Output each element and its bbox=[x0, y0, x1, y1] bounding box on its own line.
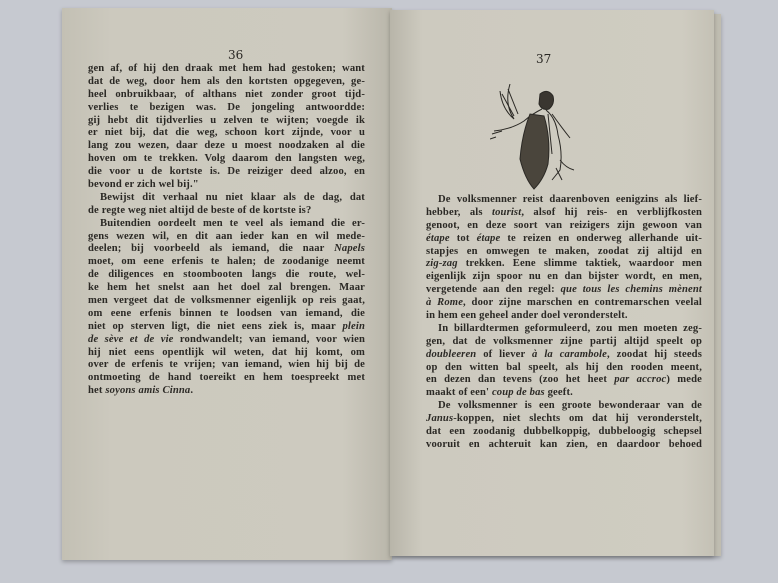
text-line bbox=[426, 323, 702, 336]
text-segment: vergetende aan den regel: bbox=[426, 284, 561, 296]
text-line bbox=[88, 359, 365, 372]
text-line bbox=[426, 271, 702, 284]
text-line bbox=[88, 115, 365, 128]
italic-phrase: étape bbox=[476, 232, 501, 244]
right-page bbox=[390, 10, 714, 556]
text-line bbox=[88, 243, 365, 256]
text-segment: gij hebt dit tijdverlies u zelven te wijten; voegde ik bbox=[88, 114, 365, 126]
text-segment: op den witten bal speelt, als hij den rooden meent, bbox=[426, 361, 702, 373]
text-segment: maakt of een' bbox=[426, 387, 492, 399]
text-segment: genoot, en deze soort van reizigers zijn gewoon van bbox=[426, 219, 702, 231]
text-line bbox=[426, 246, 702, 259]
text-segment: de regte weg niet altijd de beste of de kortste is? bbox=[88, 204, 312, 216]
text-segment: over de erfenis te vrijen; van iemand, wien hij bij de bbox=[88, 359, 365, 371]
text-segment: dat een zoodanig dubbelkoppig, dubbeloogig schepsel bbox=[426, 426, 702, 438]
text-segment: , alsof hij reis- en verblijfkosten bbox=[521, 206, 703, 218]
text-segment: niet op sterven ligt, die niet eens ziek is, maar bbox=[88, 320, 343, 332]
text-segment: dat de weg, door hem als den kortsten opgegeven, ge- bbox=[88, 75, 365, 87]
text-line bbox=[88, 334, 365, 347]
text-line bbox=[426, 310, 702, 323]
text-segment: In billardtermen geformuleerd, zou men moeten zeg- bbox=[438, 322, 702, 334]
page-text bbox=[88, 63, 365, 398]
text-segment: -koppen, niet slechts om dat hij veronderstelt, bbox=[453, 413, 702, 425]
text-segment: hij niet eens opentlijk wil weten, dat hij komt, om bbox=[88, 346, 365, 358]
text-line bbox=[426, 349, 702, 362]
text-line bbox=[88, 269, 365, 282]
text-segment: ontmoeting de hand toereikt en hem toespreekt met bbox=[88, 372, 365, 384]
text-line bbox=[88, 295, 365, 308]
text-line bbox=[426, 207, 702, 220]
text-line bbox=[88, 192, 365, 205]
text-line bbox=[426, 297, 702, 310]
text-segment: lang zou wezen, daar deze u moest noodzaken al die bbox=[88, 140, 365, 152]
text-line bbox=[426, 387, 702, 400]
text-line bbox=[88, 321, 365, 334]
text-segment: . bbox=[190, 385, 194, 397]
text-line bbox=[88, 308, 365, 321]
text-line bbox=[426, 374, 702, 387]
text-line bbox=[88, 166, 365, 179]
text-line bbox=[426, 400, 702, 413]
italic-phrase: Napels bbox=[334, 243, 365, 255]
text-segment: gen, dat de volksmenner zijne partij altijd speelt op bbox=[426, 335, 702, 347]
text-line bbox=[426, 220, 702, 233]
text-segment: om eene erfenis binnen te loodsen van iemand, die bbox=[88, 307, 365, 319]
text-segment: de diligences en stoombooten langs die route, wel- bbox=[88, 269, 365, 281]
left-page bbox=[62, 8, 392, 560]
text-segment: die voor u de kortste is. De reiziger deed alzoo, en bbox=[88, 166, 365, 178]
text-segment: Bewijst dit verhaal nu niet klaar als de dag, dat bbox=[100, 191, 365, 203]
text-line bbox=[88, 282, 365, 295]
text-segment: eigenlijk zijn spoor nu en dan bijster wordt, en men, bbox=[426, 271, 702, 283]
text-line bbox=[426, 336, 702, 349]
text-line bbox=[88, 89, 365, 102]
italic-phrase: zig-zag bbox=[426, 258, 458, 270]
text-line bbox=[88, 179, 365, 192]
text-segment: ) mede bbox=[666, 374, 703, 386]
text-segment: verlies te bezigen was. De jongeling antwoordde: bbox=[88, 101, 365, 113]
text-segment: er niet bij, dat die weg, schoon kort zijnde, voor u bbox=[88, 127, 365, 139]
text-segment: tot bbox=[449, 232, 477, 244]
text-segment: , zoodat hij steeds bbox=[606, 348, 702, 360]
text-segment: in hem een geheel ander doel veronderstelt. bbox=[426, 310, 628, 322]
page-text bbox=[426, 194, 702, 452]
text-segment: vooruit en achteruit kan zien, en daardoor behoed bbox=[426, 438, 702, 450]
text-line bbox=[426, 258, 702, 271]
text-segment: rondwandelt; van iemand, voor wien bbox=[173, 333, 365, 345]
text-line bbox=[88, 205, 365, 218]
text-line bbox=[426, 413, 702, 426]
italic-phrase: que tous les chemins mènent bbox=[560, 284, 703, 296]
text-segment: ke hem het snelst aan het doel zal brengen. Maar bbox=[88, 282, 365, 294]
text-segment: moet, om eene erfenis te halen; de zoodanige neemt bbox=[88, 256, 365, 268]
italic-phrase: coup de bas bbox=[491, 387, 545, 399]
text-segment: De volksmenner is een groote bewonderaar van de bbox=[438, 400, 702, 412]
italic-phrase: à la carambole bbox=[532, 348, 607, 360]
engraving-illustration bbox=[490, 84, 580, 194]
italic-phrase: par accroc bbox=[614, 374, 667, 386]
text-segment: geeft. bbox=[544, 387, 573, 399]
text-line bbox=[88, 127, 365, 140]
text-line bbox=[88, 218, 365, 231]
page-number: 36 bbox=[228, 48, 244, 62]
text-segment: heel onbruikbaar, of althans niet zonder groot tijd- bbox=[88, 88, 365, 100]
text-segment: De volksmenner reist daarenboven eenigzins als lief- bbox=[438, 194, 702, 205]
text-line bbox=[88, 102, 365, 115]
italic-phrase: tourist bbox=[491, 206, 522, 218]
text-segment: hebber, als bbox=[426, 206, 492, 218]
text-line bbox=[88, 372, 365, 385]
text-line bbox=[88, 140, 365, 153]
text-segment: het bbox=[88, 385, 106, 397]
italic-phrase: étape bbox=[426, 232, 450, 244]
italic-phrase: doubleeren bbox=[426, 348, 477, 360]
text-segment: deelen; bij voorbeeld als iemand, die naar bbox=[88, 243, 335, 255]
text-line bbox=[426, 284, 702, 297]
text-segment: of liever bbox=[476, 348, 533, 360]
text-segment: hoven om te trekken. Volg daarom den langsten weg, bbox=[88, 153, 365, 165]
text-segment: bevond er zich wel bij." bbox=[88, 179, 199, 191]
text-line bbox=[426, 233, 702, 246]
text-segment: stapjes en omwegen te maken, zoodat zij altijd en bbox=[426, 245, 702, 257]
text-line bbox=[426, 426, 702, 439]
italic-phrase: de sève et de vie bbox=[88, 333, 174, 345]
text-line bbox=[88, 76, 365, 89]
text-segment: , door zijne marschen en contremarschen veelal bbox=[463, 297, 702, 309]
text-line bbox=[426, 439, 702, 452]
text-line bbox=[88, 153, 365, 166]
text-segment: men vergeet dat de volksmenner eigenlijk op reis gaat, bbox=[88, 295, 365, 307]
text-line bbox=[426, 362, 702, 375]
text-segment: te reizen en onderweg allerhande uit- bbox=[500, 232, 703, 244]
italic-phrase: plein bbox=[342, 320, 365, 332]
text-line bbox=[88, 256, 365, 269]
text-line bbox=[88, 231, 365, 244]
text-line bbox=[88, 347, 365, 360]
page-number: 37 bbox=[536, 52, 552, 66]
italic-phrase: à Rome bbox=[426, 297, 464, 309]
italic-phrase: Janus bbox=[426, 413, 454, 425]
text-line bbox=[88, 63, 365, 76]
italic-phrase: soyons amis Cinna bbox=[105, 385, 191, 397]
text-segment: gens wezen wil, en dit aan ieder kan en wil mede- bbox=[88, 230, 365, 242]
text-segment: gen af, of hij den draak met hem had gestoken; want bbox=[88, 63, 365, 74]
text-line bbox=[426, 194, 702, 207]
text-segment: en dezen dan tevens (zoo het heet bbox=[426, 374, 615, 386]
text-line bbox=[88, 385, 365, 398]
text-segment: Buitendien oordeelt men te veel als iemand die er- bbox=[100, 217, 365, 229]
text-segment: trekken. Eene slimme taktiek, waardoor men bbox=[457, 258, 702, 270]
